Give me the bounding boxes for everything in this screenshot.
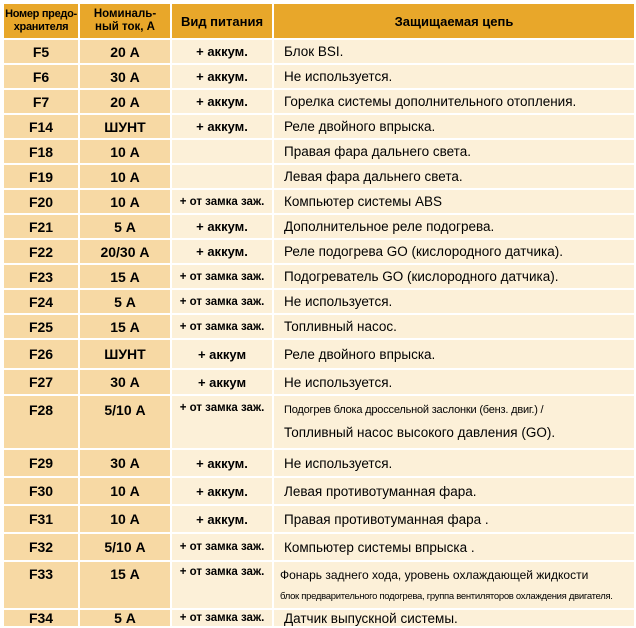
table-row [3, 289, 635, 314]
fuse-number: F32 [3, 533, 79, 561]
fuse-number: F22 [3, 239, 79, 264]
header-current-line1: Номиналь- [93, 8, 157, 20]
fuse-circuit: Левая фара дальнего света. [273, 164, 635, 189]
fuse-number: F31 [3, 505, 79, 533]
fuse-current: 5/10 А [79, 395, 171, 449]
fuse-number: F20 [3, 189, 79, 214]
fuse-power: + аккум. [171, 39, 273, 64]
fuse-current: 10 А [79, 164, 171, 189]
table-row [3, 477, 635, 505]
fuse-current: 15 А [79, 561, 171, 609]
fuse-number: F30 [3, 477, 79, 505]
fuse-number: F19 [3, 164, 79, 189]
table-row [3, 533, 635, 561]
fuse-power: + от замка заж. [171, 533, 273, 561]
table-row [3, 139, 635, 164]
fuse-power: + от замка заж. [171, 289, 273, 314]
fuse-circuit: Подогреватель GO (кислородного датчика). [273, 264, 635, 289]
fuse-current: 30 А [79, 64, 171, 89]
fuse-circuit-line1: Подогрев блока дроссельной заслонки (бенз. двиг.) / [284, 404, 544, 416]
fuse-current: 30 А [79, 449, 171, 477]
table-row [3, 39, 635, 64]
fuse-power: + от замка заж. [171, 264, 273, 289]
fuse-power [171, 139, 273, 164]
fuse-circuit [273, 561, 635, 609]
fuse-circuit [273, 395, 635, 449]
fuse-circuit-line2: блок предварительного подогрева, группа вентиляторов охлаждения двигателя. [280, 591, 613, 602]
fuse-number: F29 [3, 449, 79, 477]
fuse-current: ШУНТ [79, 114, 171, 139]
fuse-circuit: Не используется. [273, 449, 635, 477]
header-current [79, 3, 171, 39]
fuse-power: + от замка заж. [171, 609, 273, 627]
fuse-power: + аккум. [171, 505, 273, 533]
header-power: Вид питания [171, 3, 273, 39]
table-row [3, 314, 635, 339]
fuse-number: F21 [3, 214, 79, 239]
table-row [3, 164, 635, 189]
fuse-current: 30 А [79, 369, 171, 395]
table-row [3, 561, 635, 609]
fuse-circuit-line2: Топливный насос высокого давления (GO). [284, 425, 556, 440]
fuse-circuit: Компьютер системы впрыска . [273, 533, 635, 561]
fuse-power: + аккум. [171, 449, 273, 477]
fuse-power: + аккум. [171, 214, 273, 239]
fuse-current: 20 А [79, 89, 171, 114]
fuse-number: F28 [3, 395, 79, 449]
fuse-table [2, 2, 636, 628]
fuse-circuit-line1: Фонарь заднего хода, уровень охлаждающей жидкости [280, 568, 589, 582]
fuse-current: 20 А [79, 39, 171, 64]
table-row [3, 264, 635, 289]
table-row [3, 395, 635, 449]
fuse-number: F27 [3, 369, 79, 395]
fuse-power: + аккум [171, 339, 273, 369]
fuse-current: 10 А [79, 189, 171, 214]
fuse-number: F33 [3, 561, 79, 609]
fuse-current: 5 А [79, 289, 171, 314]
fuse-power: + от замка заж. [171, 561, 273, 609]
fuse-circuit: Топливный насос. [273, 314, 635, 339]
table-row [3, 189, 635, 214]
fuse-current: 10 А [79, 139, 171, 164]
table-row [3, 449, 635, 477]
fuse-circuit: Не используется. [273, 289, 635, 314]
fuse-number: F23 [3, 264, 79, 289]
fuse-current: 15 А [79, 314, 171, 339]
table-row [3, 369, 635, 395]
fuse-current: 20/30 А [79, 239, 171, 264]
fuse-power: + от замка заж. [171, 395, 273, 449]
fuse-current: ШУНТ [79, 339, 171, 369]
fuse-number: F24 [3, 289, 79, 314]
fuse-power: + аккум. [171, 89, 273, 114]
fuse-power: + аккум [171, 369, 273, 395]
fuse-power [171, 164, 273, 189]
fuse-circuit: Не используется. [273, 369, 635, 395]
fuse-circuit: Левая противотуманная фара. [273, 477, 635, 505]
fuse-circuit: Реле подогрева GO (кислородного датчика). [273, 239, 635, 264]
fuse-current: 10 А [79, 505, 171, 533]
fuse-current: 5 А [79, 214, 171, 239]
fuse-current: 15 А [79, 264, 171, 289]
fuse-circuit: Горелка системы дополнительного отопления. [273, 89, 635, 114]
fuse-power: + от замка заж. [171, 189, 273, 214]
table-row [3, 239, 635, 264]
fuse-circuit: Компьютер системы ABS [273, 189, 635, 214]
fuse-circuit: Датчик выпускной системы. [273, 609, 635, 627]
fuse-number: F34 [3, 609, 79, 627]
table-row [3, 339, 635, 369]
table-row [3, 505, 635, 533]
fuse-current: 5/10 А [79, 533, 171, 561]
fuse-number: F26 [3, 339, 79, 369]
table-row [3, 114, 635, 139]
fuse-number: F6 [3, 64, 79, 89]
fuse-circuit: Правая противотуманная фара . [273, 505, 635, 533]
table-row [3, 609, 635, 627]
fuse-circuit: Реле двойного впрыска. [273, 114, 635, 139]
fuse-power: + аккум. [171, 239, 273, 264]
header-fuse-number [3, 3, 79, 39]
fuse-power: + аккум. [171, 64, 273, 89]
fuse-number: F5 [3, 39, 79, 64]
fuse-circuit: Правая фара дальнего света. [273, 139, 635, 164]
fuse-power: + аккум. [171, 114, 273, 139]
fuse-number: F14 [3, 114, 79, 139]
fuse-circuit: Дополнительное реле подогрева. [273, 214, 635, 239]
fuse-circuit: Реле двойного впрыска. [273, 339, 635, 369]
fuse-power: + от замка заж. [171, 314, 273, 339]
fuse-circuit: Блок BSI. [273, 39, 635, 64]
fuse-current: 10 А [79, 477, 171, 505]
fuse-current: 5 А [79, 609, 171, 627]
table-row [3, 64, 635, 89]
fuse-number: F18 [3, 139, 79, 164]
header-row [3, 3, 635, 39]
header-circuit: Защищаемая цепь [273, 3, 635, 39]
table-row [3, 214, 635, 239]
table-row [3, 89, 635, 114]
header-fuse-number-line2: хранителя [13, 21, 69, 33]
header-fuse-number-line1: Номер предо- [5, 8, 77, 20]
header-current-line2: ный ток, А [95, 21, 155, 33]
fuse-circuit: Не используется. [273, 64, 635, 89]
fuse-power: + аккум. [171, 477, 273, 505]
fuse-number: F7 [3, 89, 79, 114]
fuse-number: F25 [3, 314, 79, 339]
